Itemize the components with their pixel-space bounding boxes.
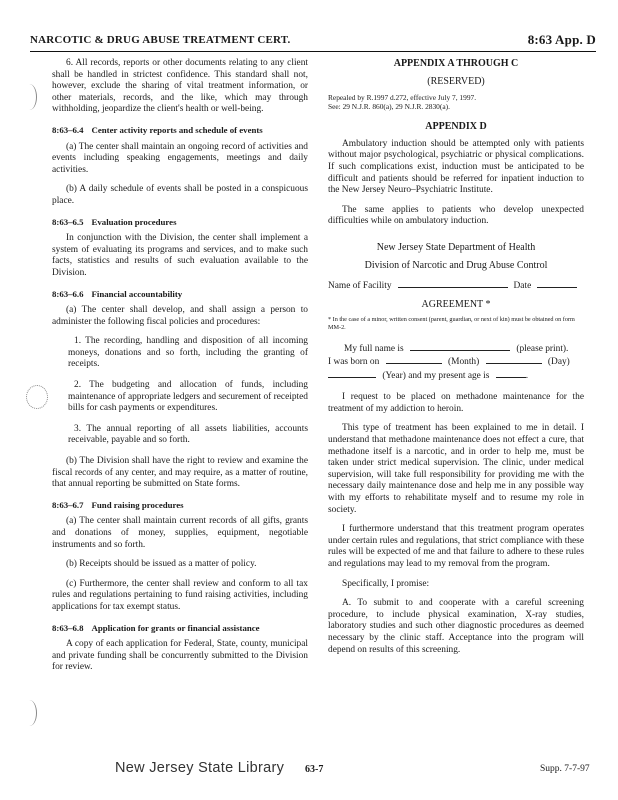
paragraph: (a) The center shall maintain current records of all gifts, grants and donations of money, supplies, equipment, negotiable instruments and so forth. [52, 516, 308, 550]
section-heading [52, 500, 308, 512]
paragraph-6: 6. All records, reports or other documents relating to any client shall be handled in strictest confidence. This standard shall not, however, exclude the sharing of vital treatment information, or other materials, records, and the like, which may through withholding, jeopardize the client's health or well-being. [52, 58, 308, 115]
paragraph: Specifically, I promise: [342, 578, 430, 589]
repeal-note [328, 93, 584, 111]
section-number: 8:63–6.8 [52, 622, 84, 633]
year-label: (Year) and my present age is [382, 370, 490, 381]
department-name: New Jersey State Department of Health [376, 241, 536, 253]
repeal-line: See: 29 N.J.R. 860(a), 29 N.J.R. 2830(a). [328, 102, 450, 112]
left-column [52, 58, 308, 682]
year-blank[interactable] [328, 369, 376, 378]
paragraph: (b) The Division shall have the right to review and examine the fiscal records of any center, and may require, as a matter of routine, that annual reporting be submitted on State forms. [52, 456, 308, 490]
header-rule [30, 51, 596, 52]
paragraph: Ambulatory induction should be attempted only with patients without major psychological, psychiatric or physical complications. If such complications exist, induction must be anticipated to be difficult and patients should be referred for inpatient induction to the New Jersey Neuro–Psychiatric Institute. [328, 138, 584, 196]
facility-label: Name of Facility [328, 281, 392, 292]
paragraph: I request to be placed on methadone maintenance for the treatment of my addiction to heroin. [328, 392, 584, 414]
paragraph: (a) The center shall develop, and shall assign a person to administer the following fiscal policies and procedures: [52, 305, 308, 327]
binder-hole-mark [22, 700, 37, 726]
division-name: Division of Narcotic and Drug Abuse Control [364, 259, 548, 271]
name-suffix: (please print). [516, 343, 569, 354]
section-title: Application for grants or financial assistance [91, 622, 260, 633]
name-prefix: My full name is [344, 343, 404, 354]
binder-hole-mark [22, 84, 37, 110]
day-blank[interactable] [486, 355, 542, 364]
month-blank[interactable] [386, 355, 442, 364]
header-section: 8:63 App. D [527, 32, 596, 47]
paragraph: The same applies to patients who develop unexpected difficulties while on ambulatory induction. [328, 204, 584, 227]
born-prefix: I was born on [328, 357, 380, 368]
paragraph: I furthermore understand that this treatment program operates under certain rules and regulations, that strict compliance with these rules will be expected of me and that failure to adhere to these rules and regulations may lead to my removal from the program. [328, 524, 584, 569]
appendix-a-c-title: APPENDIX A THROUGH C [393, 58, 519, 69]
section-title: Financial accountability [91, 288, 183, 299]
section-heading [52, 289, 308, 301]
section-title: Evaluation procedures [91, 216, 177, 227]
section-number: 8:63–6.4 [52, 124, 84, 135]
name-blank[interactable] [410, 342, 510, 351]
section-number: 8:63–6.7 [52, 499, 84, 510]
facility-blank[interactable] [398, 279, 508, 288]
running-header [30, 32, 596, 50]
promise-item-a: A. To submit to and cooperate with a careful screening procedure, to include physical examination, X-ray studies, laboratory studies and such other diagnostic procedures as deemed necessary by the clinic staff. Acceptance into the program will depend on results of this screening. [328, 598, 584, 655]
paragraph: (b) A daily schedule of events shall be posted in a conspicuous place. [52, 184, 308, 206]
section-heading [52, 217, 308, 229]
page-footer [0, 760, 618, 784]
section-title: Fund raising procedures [91, 499, 184, 510]
paragraph: This type of treatment has been explained to me in detail. I understand that methadone maintenance does not effect a cure, that methadone itself is a narcotic, and in order to help me, must be taken under strict medical supervision. The clinic, under medical supervision, will take full responsibility for providing me with the necessary daily maintenance dose and help me in any possible way with my efforts to rehabilitate myself and to resume my role in society. [328, 423, 584, 515]
library-stamp: New Jersey State Library [115, 760, 285, 776]
reserved-label: (RESERVED) [427, 75, 485, 87]
month-label: (Month) [447, 357, 480, 368]
footnote: * In the case of a minor, written consent (parent, guardian, or next of kin) must be obtained on form MM-2. [328, 316, 575, 331]
repeal-line: Repealed by R.1997 d.272, effective July 7, 1997. [328, 93, 477, 103]
paragraph: A copy of each application for Federal, State, county, municipal and private funding shall be concurrently submitted to the Division for review. [52, 639, 308, 673]
list-item: 3. The annual reporting of all assets liabilities, accounts receivable, payable and so forth. [68, 423, 308, 446]
paragraph: In conjunction with the Division, the center shall implement a system of evaluating its programs and services, and to make such facts, statistics and results of such evaluation available to the Division. [52, 233, 308, 278]
section-heading [52, 125, 308, 137]
agreement-title: AGREEMENT * [421, 298, 491, 310]
born-line [328, 355, 584, 369]
paragraph: (a) The center shall maintain an ongoing record of activities and events including speaking engagements, meetings and daily activities. [52, 141, 308, 175]
section-title: Center activity reports and schedule of events [91, 124, 263, 135]
date-blank[interactable] [537, 279, 577, 288]
age-blank[interactable] [496, 369, 526, 378]
header-title: NARCOTIC & DRUG ABUSE TREATMENT CERT. [30, 34, 291, 46]
section-number: 8:63–6.5 [52, 216, 84, 227]
page-number: 63-7 [305, 764, 324, 775]
binder-hole-mark [26, 385, 48, 409]
section-number: 8:63–6.6 [52, 288, 84, 299]
age-period: . [525, 370, 529, 381]
date-label: Date [513, 281, 532, 292]
right-column [328, 58, 584, 664]
paragraph: (b) Receipts should be issued as a matter of policy. [66, 559, 257, 570]
supplement-date: Supp. 7-7-97 [540, 764, 590, 774]
list-item: 1. The recording, handling and disposition of all incoming moneys, donations and so forth, including the granting of receipts. [68, 336, 308, 370]
appendix-d-title: APPENDIX D [425, 121, 487, 133]
paragraph: (c) Furthermore, the center shall review and conform to all tax rules and regulations pertaining to fund raising activities, including applications for tax exempt status. [52, 578, 308, 612]
name-line [328, 342, 584, 356]
list-item: 2. The budgeting and allocation of funds, including maintenance of appropriate ledgers and securement of receipted bills for cash payments or expenditures. [68, 380, 308, 414]
section-heading [52, 623, 308, 635]
facility-row [328, 279, 584, 293]
year-line [328, 369, 584, 383]
day-label: (Day) [547, 357, 570, 368]
